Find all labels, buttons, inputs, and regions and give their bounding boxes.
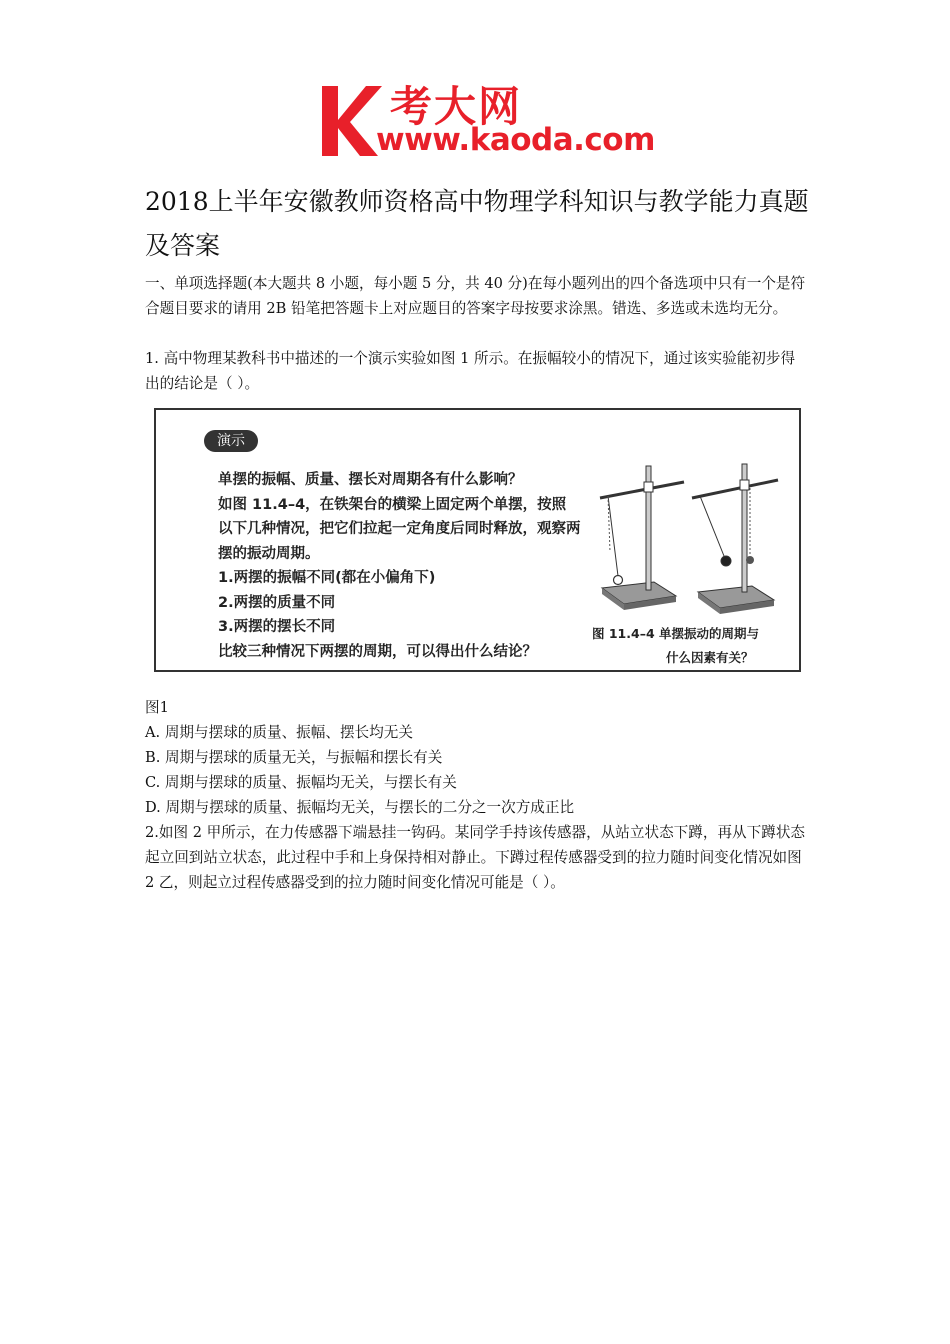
section-intro: 一、单项选择题(本大题共 8 小题，每小题 5 分，共 40 分)在每小题列出的四个备选项中只有一个是符合题目要求的请用 2B 铅笔把答题卡上对应题目的答案字母按要求涂黑。错选、多选或未选均无分。 — [145, 275, 806, 317]
option-c: C. 周期与摆球的质量、振幅均无关，与摆长有关 — [145, 774, 457, 791]
option-a: A. 周期与摆球的质量、振幅、摆长均无关 — [145, 724, 413, 741]
figure-caption-cont: 什么因素有关？ — [666, 650, 754, 665]
k-logo-icon — [318, 80, 384, 158]
figure-line: 3.两摆的摆长不同 — [218, 619, 336, 635]
question-1-stem: 1. 高中物理某教科书中描述的一个演示实验如图 1 所示。在振幅较小的情况下，通过该实验能初步得出的结论是（ ）。 — [145, 350, 796, 392]
figure-line: 如图 11.4–4，在铁架台的横梁上固定两个单摆，按照 — [218, 496, 567, 513]
figure-line: 以下几种情况，把它们拉起一定角度后同时释放，观察两 — [218, 521, 581, 537]
option-b: B. 周期与摆球的质量无关，与振幅和摆长有关 — [145, 749, 443, 766]
kaoda-logo — [318, 78, 655, 160]
figure-caption: 图 11.4–4 单摆振动的周期与 — [592, 626, 759, 641]
pendulum-illustration — [592, 458, 792, 618]
figure-1 — [154, 408, 801, 672]
pendulum-stand-2 — [692, 464, 778, 614]
question-2-stem: 2.如图 2 甲所示，在力传感器下端悬挂一钩码。某同学手持该传感器，从站立状态下蹲，再从下蹲状态起立回到站立状态，此过程中手和上身保持相对静止。下蹲过程传感器受到的拉力随时间变化情况如图 2 乙，则起立过程传感器受到的拉力随时间变化情况可能是（ ）。 — [145, 824, 806, 891]
option-d: D. 周期与摆球的质量、振幅均无关，与摆长的二分之一次方成正比 — [145, 799, 575, 816]
figure-line: 2.两摆的质量不同 — [218, 594, 336, 611]
figure-line: 单摆的振幅、质量、摆长对周期各有什么影响？ — [218, 472, 523, 488]
logo-brand-name: 考大网 — [390, 82, 523, 131]
question-1-options — [145, 720, 809, 820]
figure-line: 1.两摆的振幅不同(都在小偏角下) — [218, 570, 436, 586]
figure-badge: 演示 — [204, 430, 258, 452]
figure-text — [218, 468, 598, 664]
figure-line: 比较三种情况下两摆的周期，可以得出什么结论？ — [218, 643, 537, 660]
pendulum-stand-1 — [600, 466, 684, 610]
figure-label: 图1 — [145, 699, 169, 716]
page-title: 2018上半年安徽教师资格高中物理学科知识与教学能力真题及答案 — [145, 187, 809, 260]
logo-url: www.kaoda.com — [376, 122, 655, 158]
figure-line: 摆的振动周期。 — [218, 545, 320, 562]
